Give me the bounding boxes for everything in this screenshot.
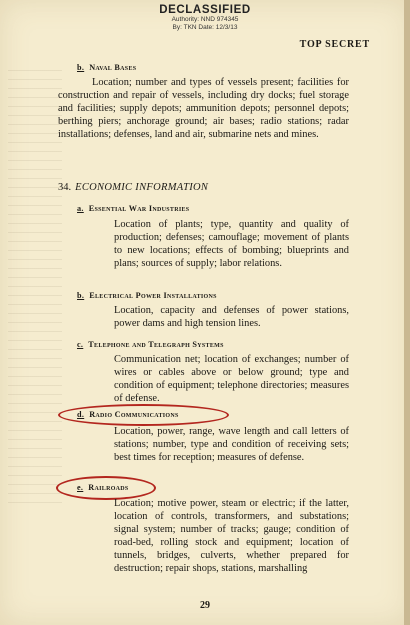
classification-marking: TOP SECRET — [299, 39, 370, 50]
item-e-heading — [77, 483, 129, 492]
page-edge — [404, 0, 410, 625]
naval-bases-title: Naval Bases — [89, 63, 137, 72]
section-number: 34. — [58, 182, 72, 193]
section-heading — [58, 182, 208, 193]
item-b-heading — [77, 291, 217, 300]
item-d-heading — [77, 410, 179, 419]
bleed-through-text — [8, 70, 62, 510]
page-number: 29 — [200, 600, 210, 611]
item-d-letter: d. — [77, 410, 85, 419]
item-e-letter: e. — [77, 483, 84, 492]
item-d-body: Location, power, range, wave length and call letters of stations; number, type and condition of receiving sets; best times for reception; measures of defense. — [114, 426, 349, 463]
item-e-title: Railroads — [88, 483, 129, 492]
item-b-title: Electrical Power Installations — [89, 291, 217, 300]
item-c-body: Communication net; location of exchanges; number of wires or cables above or below ground; type and condition of equipment; telephone directories; measures of defense. — [114, 354, 349, 404]
item-a-heading — [77, 204, 189, 213]
item-b-letter: b. — [77, 291, 85, 300]
section-title: ECONOMIC INFORMATION — [75, 182, 209, 193]
item-a-title: Essential War Industries — [88, 204, 190, 213]
declassification-stamp — [0, 4, 410, 31]
declassified-label: DECLASSIFIED — [159, 4, 251, 16]
declassification-authority: Authority: NND 974345 — [171, 16, 239, 23]
item-d-title: Radio Communications — [89, 410, 179, 419]
naval-bases-body: Location; number and types of vessels present; facilities for construction and repair of vessels, including dry docks; fuel storage and facilities; supply depots; ammunition depots; personnel depots; berthing piers; anchorage ground; air bases; radio stations; radar installations; defenses, land and air, submarine nets and mines. — [58, 77, 349, 140]
declassification-by-date: By: TKN Date: 12/3/13 — [172, 23, 238, 31]
item-e-body: Location; motive power, steam or electric; if the latter, location of controls, transformers, and substations; signal system; number of tracks; gauge; condition of road-bed, rolling stock and equipment; location of tunnels, bridges, culverts, whether prepared for destruction; repair shops, stations, marshalling — [114, 498, 349, 574]
item-a-body: Location of plants; type, quantity and quality of production; defenses; camouflage; movement of plants to new locations; effects of bombing; blueprints and plans; sources of supply; labor relations. — [114, 219, 349, 269]
naval-bases-heading — [77, 63, 136, 72]
item-c-title: Telephone and Telegraph Systems — [88, 340, 224, 349]
item-a-letter: a. — [77, 204, 84, 213]
item-c-heading — [77, 340, 224, 349]
item-c-letter: c. — [77, 340, 84, 349]
naval-bases-letter: b. — [77, 63, 85, 72]
item-b-body: Location, capacity and defenses of power stations, power dams and high tension lines. — [114, 305, 349, 329]
